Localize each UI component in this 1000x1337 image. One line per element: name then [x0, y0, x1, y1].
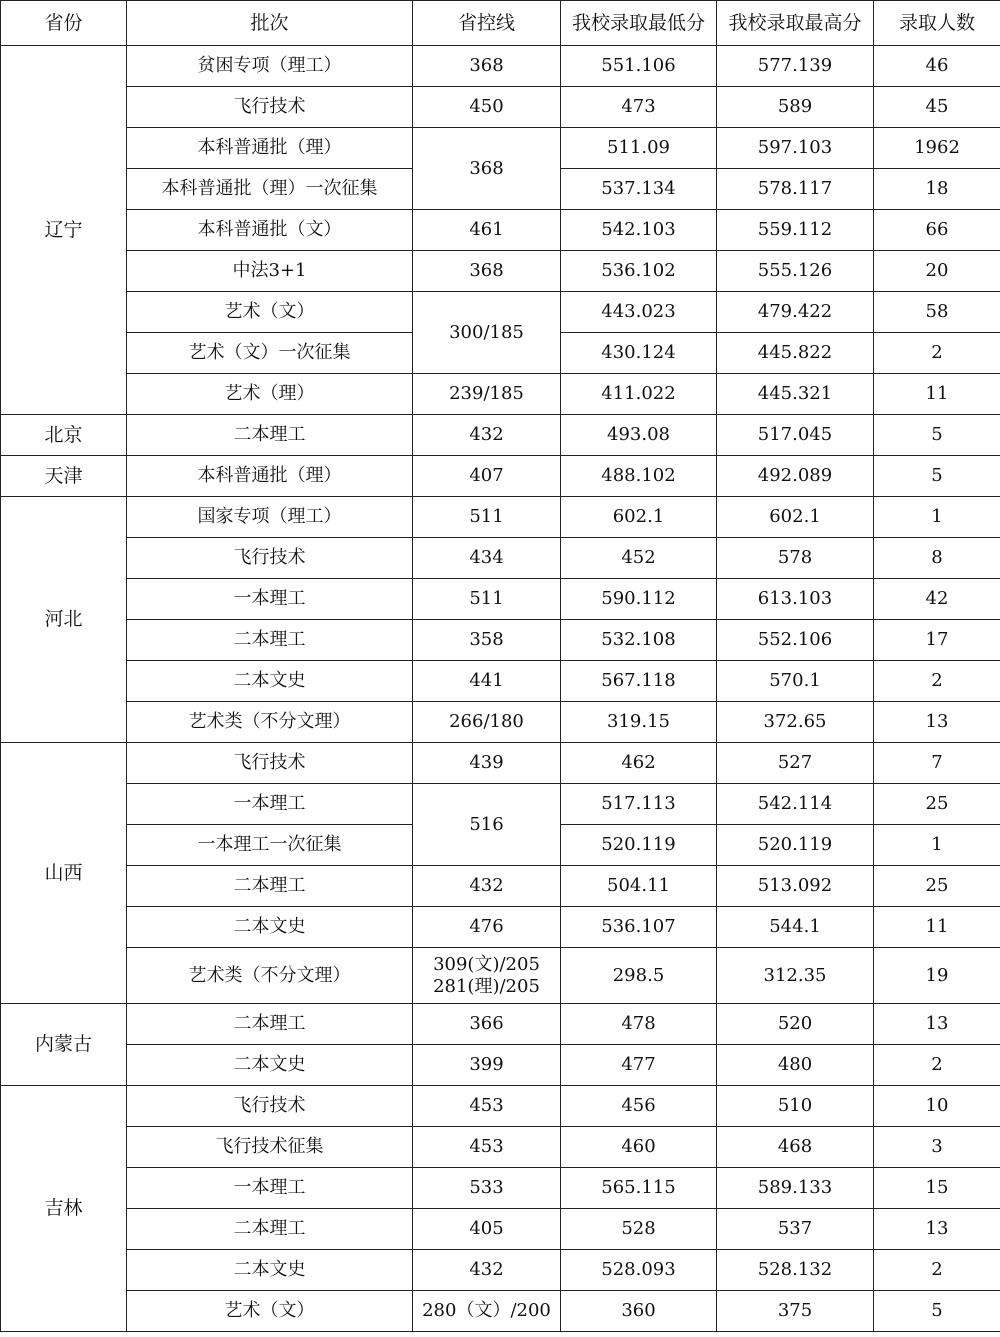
batch-cell: 本科普通批（理）: [127, 128, 413, 169]
batch-cell: 飞行技术: [127, 743, 413, 784]
batch-cell: 飞行技术: [127, 538, 413, 579]
batch-cell: 二本理工: [127, 1209, 413, 1250]
header-admitted-count: 录取人数: [874, 1, 1000, 46]
min-score-cell: 411.022: [561, 374, 717, 415]
batch-cell: 贫困专项（理工）: [127, 46, 413, 87]
max-score-cell: 570.1: [717, 661, 874, 702]
control-line-cell: 432: [413, 1250, 561, 1291]
control-line-cell: 368: [413, 128, 561, 210]
max-score-cell: 520.119: [717, 825, 874, 866]
control-line-cell: 366: [413, 1004, 561, 1045]
min-score-cell: 493.08: [561, 415, 717, 456]
max-score-cell: 542.114: [717, 784, 874, 825]
count-cell: 42: [874, 579, 1000, 620]
table-row: [1, 702, 1000, 743]
table-row: [1, 620, 1000, 661]
max-score-cell: 445.822: [717, 333, 874, 374]
batch-cell: 二本理工: [127, 866, 413, 907]
count-cell: 5: [874, 1291, 1000, 1332]
min-score-cell: 528.093: [561, 1250, 717, 1291]
batch-cell: 一本理工: [127, 784, 413, 825]
count-cell: 8: [874, 538, 1000, 579]
count-cell: 13: [874, 1004, 1000, 1045]
table-row: [1, 1168, 1000, 1209]
control-line-cell: 432: [413, 866, 561, 907]
count-cell: 20: [874, 251, 1000, 292]
count-cell: 3: [874, 1127, 1000, 1168]
min-score-cell: 473: [561, 87, 717, 128]
max-score-cell: 589: [717, 87, 874, 128]
province-cell: 山西: [1, 743, 127, 1004]
count-cell: 25: [874, 784, 1000, 825]
table-row: [1, 87, 1000, 128]
batch-cell: 艺术（文）: [127, 1291, 413, 1332]
min-score-cell: 602.1: [561, 497, 717, 538]
min-score-cell: 478: [561, 1004, 717, 1045]
batch-cell: 艺术类（不分文理）: [127, 948, 413, 1004]
header-control-line: 省控线: [413, 1, 561, 46]
min-score-cell: 528: [561, 1209, 717, 1250]
control-line-cell: 439: [413, 743, 561, 784]
min-score-cell: 567.118: [561, 661, 717, 702]
control-line-cell: 399: [413, 1045, 561, 1086]
table-row: [1, 128, 1000, 169]
header-batch: 批次: [127, 1, 413, 46]
max-score-cell: 578: [717, 538, 874, 579]
min-score-cell: 551.106: [561, 46, 717, 87]
header-min-score: 我校录取最低分: [561, 1, 717, 46]
province-cell: 河北: [1, 497, 127, 743]
batch-cell: 艺术（文）: [127, 292, 413, 333]
max-score-cell: 312.35: [717, 948, 874, 1004]
max-score-cell: 613.103: [717, 579, 874, 620]
max-score-cell: 589.133: [717, 1168, 874, 1209]
batch-cell: 国家专项（理工）: [127, 497, 413, 538]
table-row: [1, 46, 1000, 87]
control-line-cell: 407: [413, 456, 561, 497]
control-line-cell: 405: [413, 1209, 561, 1250]
batch-cell: 艺术（理）: [127, 374, 413, 415]
count-cell: 1: [874, 497, 1000, 538]
batch-cell: 二本文史: [127, 1045, 413, 1086]
batch-cell: 二本理工: [127, 620, 413, 661]
province-cell: 内蒙古: [1, 1004, 127, 1086]
count-cell: 58: [874, 292, 1000, 333]
header-province: 省份: [1, 1, 127, 46]
max-score-cell: 480: [717, 1045, 874, 1086]
control-line-cell: 434: [413, 538, 561, 579]
count-cell: 2: [874, 1045, 1000, 1086]
table-row: [1, 456, 1000, 497]
table-row: [1, 1291, 1000, 1332]
min-score-cell: 504.11: [561, 866, 717, 907]
min-score-cell: 488.102: [561, 456, 717, 497]
table-row: [1, 784, 1000, 825]
min-score-cell: 360: [561, 1291, 717, 1332]
count-cell: 10: [874, 1086, 1000, 1127]
province-cell: 北京: [1, 415, 127, 456]
control-line-cell: 533: [413, 1168, 561, 1209]
min-score-cell: 319.15: [561, 702, 717, 743]
max-score-cell: 552.106: [717, 620, 874, 661]
min-score-cell: 565.115: [561, 1168, 717, 1209]
min-score-cell: 532.108: [561, 620, 717, 661]
batch-cell: 飞行技术: [127, 87, 413, 128]
count-cell: 2: [874, 333, 1000, 374]
min-score-cell: 298.5: [561, 948, 717, 1004]
table-row: [1, 1086, 1000, 1127]
max-score-cell: 537: [717, 1209, 874, 1250]
control-line-part: 309(文)/205: [433, 953, 540, 975]
batch-cell: 一本理工一次征集: [127, 825, 413, 866]
count-cell: 17: [874, 620, 1000, 661]
header-row: [1, 1, 1000, 46]
batch-cell: 本科普通批（文）: [127, 210, 413, 251]
table-row: [1, 374, 1000, 415]
max-score-cell: 517.045: [717, 415, 874, 456]
count-cell: 19: [874, 948, 1000, 1004]
control-line-cell: 358: [413, 620, 561, 661]
count-cell: 1: [874, 825, 1000, 866]
control-line-cell: 280（文）/200: [413, 1291, 561, 1332]
min-score-cell: 517.113: [561, 784, 717, 825]
control-line-cell: 453: [413, 1086, 561, 1127]
table-row: [1, 743, 1000, 784]
batch-cell: 一本理工: [127, 579, 413, 620]
count-cell: 13: [874, 702, 1000, 743]
batch-cell: 飞行技术: [127, 1086, 413, 1127]
max-score-cell: 492.089: [717, 456, 874, 497]
min-score-cell: 590.112: [561, 579, 717, 620]
table-row: [1, 538, 1000, 579]
min-score-cell: 456: [561, 1086, 717, 1127]
table-row: [1, 292, 1000, 333]
min-score-cell: 452: [561, 538, 717, 579]
min-score-cell: 520.119: [561, 825, 717, 866]
max-score-cell: 602.1: [717, 497, 874, 538]
min-score-cell: 536.107: [561, 907, 717, 948]
control-line-cell: 266/180: [413, 702, 561, 743]
count-cell: 15: [874, 1168, 1000, 1209]
table-row: [1, 251, 1000, 292]
count-cell: 18: [874, 169, 1000, 210]
count-cell: 11: [874, 374, 1000, 415]
count-cell: 7: [874, 743, 1000, 784]
table-row: [1, 1127, 1000, 1168]
max-score-cell: 559.112: [717, 210, 874, 251]
province-cell: 天津: [1, 456, 127, 497]
batch-cell: 本科普通批（理）一次征集: [127, 169, 413, 210]
control-line-cell: 476: [413, 907, 561, 948]
max-score-cell: 445.321: [717, 374, 874, 415]
max-score-cell: 479.422: [717, 292, 874, 333]
control-line-cell: 441: [413, 661, 561, 702]
table-row: [1, 415, 1000, 456]
max-score-cell: 520: [717, 1004, 874, 1045]
control-line-cell: [413, 948, 561, 1004]
max-score-cell: 528.132: [717, 1250, 874, 1291]
count-cell: 46: [874, 46, 1000, 87]
count-cell: 11: [874, 907, 1000, 948]
batch-cell: 中法3+1: [127, 251, 413, 292]
count-cell: 2: [874, 661, 1000, 702]
control-line-cell: 432: [413, 415, 561, 456]
control-line-cell: 300/185: [413, 292, 561, 374]
batch-cell: 飞行技术征集: [127, 1127, 413, 1168]
province-cell: 辽宁: [1, 46, 127, 415]
count-cell: 66: [874, 210, 1000, 251]
table-row: [1, 1209, 1000, 1250]
control-line-cell: 368: [413, 251, 561, 292]
table-row: [1, 579, 1000, 620]
table-row: [1, 661, 1000, 702]
table-row: [1, 1045, 1000, 1086]
control-line-cell: 450: [413, 87, 561, 128]
control-line-cell: 453: [413, 1127, 561, 1168]
count-cell: 1962: [874, 128, 1000, 169]
batch-cell: 二本文史: [127, 1250, 413, 1291]
max-score-cell: 513.092: [717, 866, 874, 907]
max-score-cell: 468: [717, 1127, 874, 1168]
count-cell: 13: [874, 1209, 1000, 1250]
min-score-cell: 542.103: [561, 210, 717, 251]
min-score-cell: 477: [561, 1045, 717, 1086]
count-cell: 5: [874, 415, 1000, 456]
header-max-score: 我校录取最高分: [717, 1, 874, 46]
batch-cell: 二本文史: [127, 907, 413, 948]
control-line-cell: 239/185: [413, 374, 561, 415]
batch-cell: 本科普通批（理）: [127, 456, 413, 497]
min-score-cell: 443.023: [561, 292, 717, 333]
control-line-cell: 368: [413, 46, 561, 87]
control-line-part: 281(理)/205: [433, 975, 540, 997]
max-score-cell: 578.117: [717, 169, 874, 210]
table-row: [1, 1004, 1000, 1045]
table-row: [1, 948, 1000, 1004]
table-row: [1, 866, 1000, 907]
control-line-cell: 516: [413, 784, 561, 866]
count-cell: 25: [874, 866, 1000, 907]
batch-cell: 艺术类（不分文理）: [127, 702, 413, 743]
max-score-cell: 597.103: [717, 128, 874, 169]
table-row: [1, 497, 1000, 538]
max-score-cell: 510: [717, 1086, 874, 1127]
control-line-cell: 511: [413, 579, 561, 620]
max-score-cell: 544.1: [717, 907, 874, 948]
min-score-cell: 430.124: [561, 333, 717, 374]
count-cell: 45: [874, 87, 1000, 128]
batch-cell: 二本理工: [127, 415, 413, 456]
min-score-cell: 536.102: [561, 251, 717, 292]
count-cell: 2: [874, 1250, 1000, 1291]
min-score-cell: 460: [561, 1127, 717, 1168]
batch-cell: 二本文史: [127, 661, 413, 702]
min-score-cell: 511.09: [561, 128, 717, 169]
max-score-cell: 555.126: [717, 251, 874, 292]
province-cell: 吉林: [1, 1086, 127, 1332]
batch-cell: 艺术（文）一次征集: [127, 333, 413, 374]
max-score-cell: 577.139: [717, 46, 874, 87]
max-score-cell: 375: [717, 1291, 874, 1332]
table-row: [1, 1250, 1000, 1291]
max-score-cell: 372.65: [717, 702, 874, 743]
control-line-cell: 461: [413, 210, 561, 251]
batch-cell: 二本理工: [127, 1004, 413, 1045]
batch-cell: 一本理工: [127, 1168, 413, 1209]
table-row: [1, 210, 1000, 251]
count-cell: 5: [874, 456, 1000, 497]
max-score-cell: 527: [717, 743, 874, 784]
min-score-cell: 462: [561, 743, 717, 784]
control-line-cell: 511: [413, 497, 561, 538]
min-score-cell: 537.134: [561, 169, 717, 210]
table-row: [1, 907, 1000, 948]
